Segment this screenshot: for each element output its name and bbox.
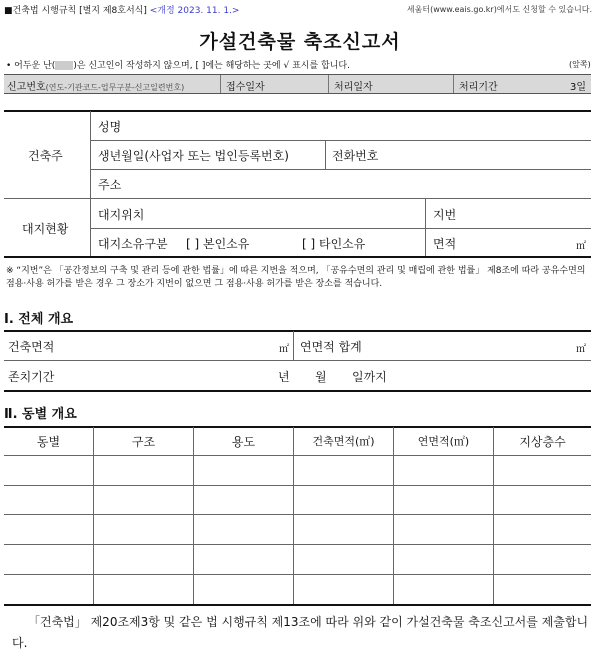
birth-date-label: 생년월일(사업자 또는 법인등록번호)	[98, 149, 289, 163]
shaded-field-sample	[55, 61, 73, 70]
revision-date: <개정 2023. 11. 1.>	[149, 6, 240, 16]
phone-label: 전화번호	[332, 149, 379, 163]
duration-month-label: 월	[315, 370, 327, 384]
lot-number-label: 지번	[433, 208, 457, 222]
site-location-label: 대지위치	[98, 208, 145, 222]
declaration-text: 「건축법」 제20조제3항 및 같은 법 시행규칙 제13조에 따라 위와 같이 가설건축물 축조신고서를 제출합니다.	[12, 615, 589, 650]
other-ownership-checkbox[interactable]: [ ] 타인소유	[302, 237, 366, 251]
duration-year-label: 년	[278, 370, 290, 384]
building-area-unit: ㎡	[279, 344, 289, 355]
total-floor-area-label: 연면적 합계	[300, 340, 362, 354]
column-header-use: 용도	[231, 435, 256, 449]
report-number-hint: (연도-기관코드-업무구분-신고일련번호)	[45, 83, 185, 92]
report-number-label: 신고번호	[7, 82, 46, 93]
processed-date-label: 처리일자	[334, 82, 373, 93]
form-reference: ■건축법 시행규칙 [별지 제8호서식]	[4, 6, 147, 16]
applicant-group-label: 건축주	[28, 149, 63, 163]
receipt-bar	[4, 74, 591, 94]
total-floor-area-unit: ㎡	[576, 344, 586, 355]
column-header-floors: 지상층수	[519, 435, 566, 449]
ownership-label: 대지소유구분	[98, 237, 168, 251]
form-header	[4, 3, 596, 17]
online-notice: 세움터(www.eais.go.kr)에서도 신청할 수 있습니다.	[406, 5, 592, 14]
instructions: • 어두운 난( )은 신고인이 작성하지 않으며, [ ]에는 해당하는 곳에 √ 표시를 합니다. (앞쪽)	[6, 60, 591, 71]
duration-label: 존치기간	[8, 370, 55, 384]
own-ownership-checkbox[interactable]: [ ] 본인소유	[186, 237, 250, 251]
page-side: (앞쪽)	[569, 60, 591, 69]
overview-heading: Ⅰ. 전체 개요	[4, 312, 74, 327]
site-group-label: 대지현황	[22, 222, 69, 236]
processing-period-value: 3일	[570, 82, 587, 93]
form-title: 가설건축물 축조신고서	[199, 31, 401, 53]
building-area-label: 건축면적	[8, 340, 55, 354]
received-date-label: 접수일자	[226, 82, 265, 93]
column-header-floor-area: 연면적(㎡)	[417, 435, 470, 448]
area-label: 면적	[433, 237, 457, 251]
column-header-building: 동별	[36, 435, 61, 449]
name-label: 성명	[98, 120, 122, 134]
column-header-structure: 구조	[131, 435, 156, 449]
area-unit: ㎡	[576, 241, 586, 252]
lot-number-footnote: ※ “지번”은 「공간정보의 구축 및 관리 등에 관한 법률」에 따른 지번을 적으며, 「공유수면의 관리 및 매립에 관한 법률」 제8조에 따라 공유수면의 점용·사용 허가를 받은 경우 그 장소가 지번이 없으면 그 점용·사용 허가를 받은 장소를 적습니다.	[6, 266, 586, 289]
buildings-heading: Ⅱ. 동별 개요	[4, 407, 77, 422]
processing-period-label: 처리기간	[459, 82, 498, 93]
address-label: 주소	[98, 178, 122, 192]
column-header-building-area: 건축면적(㎡)	[312, 435, 375, 448]
duration-until-label: 일까지	[352, 370, 387, 384]
